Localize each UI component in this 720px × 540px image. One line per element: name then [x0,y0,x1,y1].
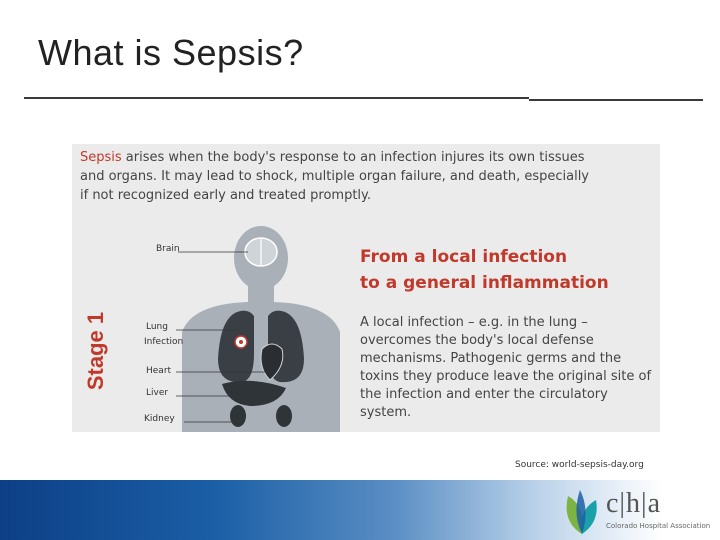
brain-label: Brain [156,244,180,254]
lung-label: Lung [146,322,168,332]
section-heading [360,244,609,296]
title-divider [24,97,529,99]
logo-subtitle: Colorado Hospital Association [606,522,711,530]
cha-leaf-logo-icon [560,486,604,536]
heading-line-2: to a general inflammation [360,273,609,293]
source-citation: Source: world-sepsis-day.org [515,460,644,470]
kidney-label: Kidney [144,414,175,424]
left-kidney-icon [230,405,246,427]
liver-label: Liver [146,388,169,398]
heart-label: Heart [146,366,172,376]
infection-label: Infection [144,337,184,347]
slide-title: What is Sepsis? [38,32,304,73]
right-kidney-icon [276,405,292,427]
stage-description: A local infection – e.g. in the lung – overcomes the body's local defense mechanisms. Pathogenic germs and the toxins they produce leave the original site of the infection and enter the circulatory system. [360,315,652,420]
intro-rest: arises when the body's response to an infection injures its own tissues and organs. It may lead to shock, multiple organ failure, and death, especially if not recognized early and treated promptly. [80,150,589,203]
stage-label: Stage 1 [83,311,108,391]
sepsis-infographic [72,144,660,432]
brain-icon [245,238,277,266]
intro-highlight: Sepsis [80,150,122,165]
heading-line-1: From a local infection [360,247,568,267]
title-divider-right [529,99,703,101]
logo-wordmark: c|h|a [606,488,662,519]
